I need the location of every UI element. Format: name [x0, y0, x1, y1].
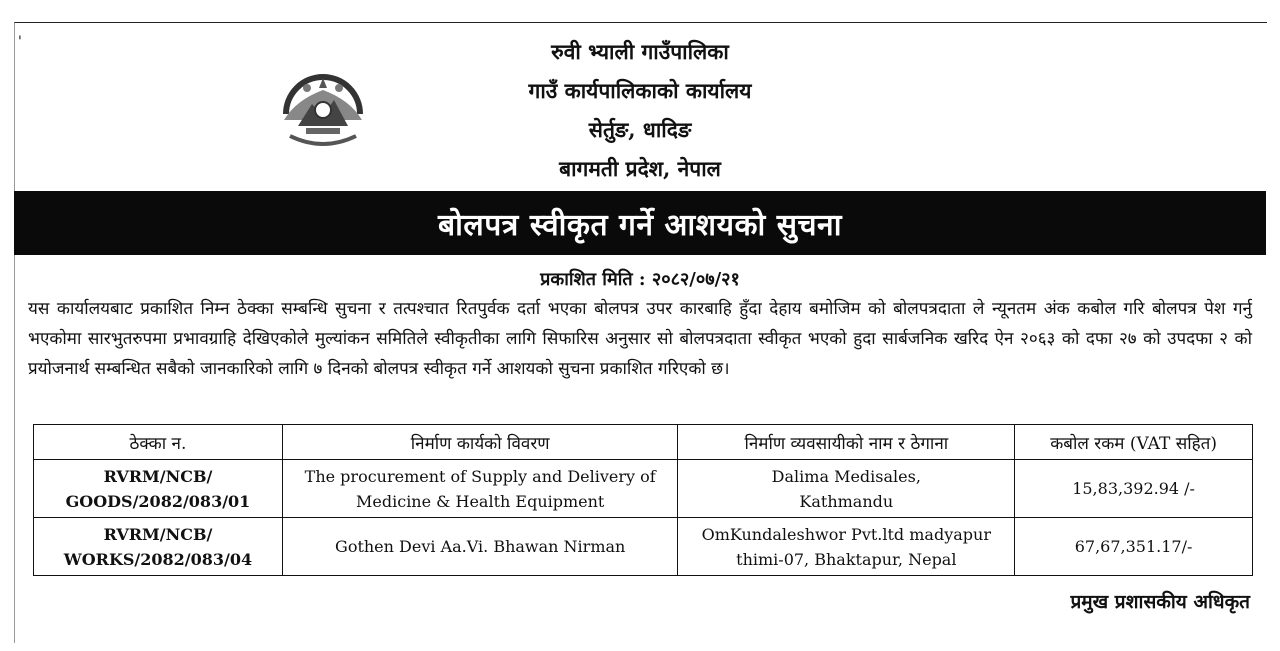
published-label: प्रकाशित मिति [540, 269, 633, 290]
nepal-emblem-icon [276, 70, 370, 156]
work-description: The procurement of Supply and Delivery of Medicine & Health Equipment [282, 460, 678, 518]
province-country: बागमती प्रदेश, नेपाल [559, 156, 721, 181]
bid-amount: 67,67,351.17/- [1015, 518, 1253, 576]
notice-body: यस कार्यालयबाट प्रकाशित निम्न ठेक्का सम्बन्धि सुचना र तत्पश्चात रितपुर्वक दर्ता भएका बोलपत्र उपर कारबाहि हुँदा देहाय बमोजिम को बोलपत्रदाता ले न्यूनतम अंक कबोल गरि बोलपत्र पेश गर्नु भएकोमा सारभुतरुपमा प्रभावग्राहि देखिएकोले मुल्यांकन समितिले स्वीकृतीका लागि सिफारिस अनुसार सो बोलपत्रदाता स्वीकृत भएको हुदा सार्बजनिक खरिद ऐन २०६३ को दफा २७ को उपदफा २ को प्रयोजनार्थ सम्बन्धित सबैको जानकारिको लागि ७ दिनको बोलपत्र स्वीकृत गर्ने आशयको सुचना प्रकाशित गरिएको छ। [28, 299, 1252, 379]
table-row [34, 518, 1253, 576]
work-description: Gothen Devi Aa.Vi. Bhawan Nirman [282, 518, 678, 576]
header-bid-amount: कबोल रकम (VAT सहित) [1015, 425, 1253, 460]
published-date-line [0, 267, 1280, 291]
office-address: सेर्तुङ, धादिङ [588, 117, 692, 142]
office-name: गाउँ कार्यपालिकाको कार्यालय [528, 78, 752, 103]
contractor-name: Dalima Medisales, Kathmandu [678, 460, 1015, 518]
bid-amount: 15,83,392.94 /- [1015, 460, 1253, 518]
tick-mark: ' [18, 34, 22, 50]
header-contract-no: ठेक्का न. [34, 425, 283, 460]
signatory-title: प्रमुख प्रशासकीय अधिकृत [1070, 591, 1250, 613]
office-header [430, 38, 850, 194]
header-work-description: निर्माण कार्यको विवरण [282, 425, 678, 460]
published-date: २०८२/०७/२१ [651, 269, 740, 290]
published-separator: : [638, 269, 652, 290]
notice-title: बोलपत्र स्वीकृत गर्ने आशयको सुचना [438, 207, 842, 243]
table-header-row [34, 425, 1253, 460]
contract-number: RVRM/NCB/ GOODS/2082/083/01 [34, 460, 283, 518]
municipality-name: रुवी भ्याली गाउँपालिका [551, 39, 729, 64]
table-row [34, 460, 1253, 518]
contract-number: RVRM/NCB/ WORKS/2082/083/04 [34, 518, 283, 576]
header-contractor: निर्माण व्यवसायीको नाम र ठेगाना [678, 425, 1015, 460]
contractor-name: OmKundaleshwor Pvt.ltd madyapur thimi-07, Bhaktapur, Nepal [678, 518, 1015, 576]
bid-table [33, 424, 1253, 576]
notice-title-banner [14, 191, 1266, 255]
